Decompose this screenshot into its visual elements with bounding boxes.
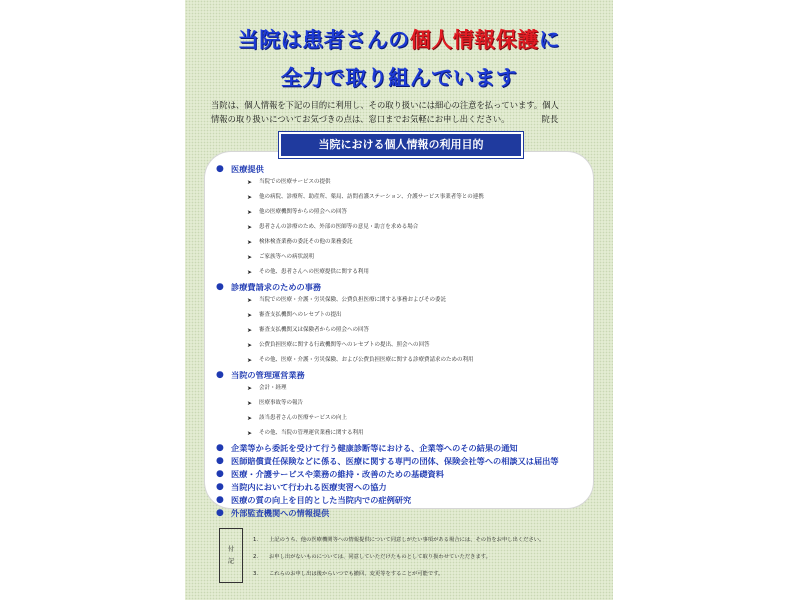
intro-text (211, 98, 596, 126)
purpose-item (247, 411, 585, 426)
purpose-item (247, 338, 585, 353)
note-text: お申し出がないものについては、同意していただけたものとして取り扱わせていただきます。 (269, 554, 491, 560)
purpose-item-text: 当院での医療サービスの提供 (259, 179, 331, 185)
purpose-item-text: 審査支払機関へのレセプトの提出 (259, 312, 342, 318)
arrow-bullet-icon: ➤ (247, 385, 253, 392)
arrow-bullet-icon: ➤ (247, 239, 253, 246)
purpose-category (215, 442, 585, 454)
purpose-item (247, 235, 585, 250)
purpose-item-text: 該当患者さんの医療サービスの向上 (259, 415, 348, 421)
purpose-item-text: その他、医療・介護・労災保険、および公費負担医療に関する診療費請求のための利用 (259, 357, 474, 363)
bullet-icon: ● (216, 495, 224, 505)
arrow-bullet-icon: ➤ (247, 194, 253, 201)
note-number: 1. (253, 537, 259, 543)
arrow-bullet-icon: ➤ (247, 254, 253, 261)
notes-label-char: 付 (227, 545, 234, 553)
purpose-category-title: 当院の管理運営業務 (231, 370, 305, 380)
purpose-item (247, 293, 585, 308)
purpose-category-title: 医療・介護サービスや業務の維持・改善のための基礎資料 (231, 469, 444, 479)
bullet-icon: ● (216, 508, 224, 518)
headline-part: に (538, 28, 561, 52)
note-number: 2. (253, 554, 259, 560)
arrow-bullet-icon: ➤ (247, 415, 253, 422)
bullet-icon: ● (216, 469, 224, 479)
purpose-category-title: 医療の質の向上を目的とした当院内での症例研究 (231, 495, 412, 505)
arrow-bullet-icon: ➤ (247, 224, 253, 231)
bullet-icon: ● (216, 370, 224, 380)
bullet-icon: ● (216, 482, 224, 492)
purpose-category-title: 当院内において行われる医療実習への協力 (231, 482, 387, 492)
headline-line-2: 全力で取り組んでいます (280, 66, 518, 90)
purpose-item-text: 当院での医療・介護・労災保険、公費負担医療に関する事務およびその委託 (259, 297, 447, 303)
purpose-item (247, 426, 585, 441)
notice-poster (185, 0, 613, 600)
purpose-item (247, 190, 585, 205)
purpose-category (215, 163, 585, 280)
purpose-item-text: 会計・経理 (259, 385, 287, 391)
arrow-bullet-icon: ➤ (247, 400, 253, 407)
purpose-sublist (231, 293, 585, 368)
bullet-icon: ● (216, 282, 224, 292)
headline-line-1 (185, 24, 613, 54)
notes-label-char: 記 (227, 557, 234, 565)
note-item (253, 532, 544, 549)
card-title: 当院における個人情報の利用目的 (279, 132, 523, 158)
headline-part: 当院は患者さんの (237, 28, 410, 52)
arrow-bullet-icon: ➤ (247, 297, 253, 304)
purpose-sublist (231, 381, 585, 441)
arrow-bullet-icon: ➤ (247, 430, 253, 437)
purpose-category (215, 507, 585, 519)
purpose-item (247, 250, 585, 265)
purpose-item (247, 205, 585, 220)
note-text: 上記のうち、他の医療機関等への情報提供について同意しがたい事項がある場合には、その旨をお申し出ください。 (269, 537, 545, 543)
purpose-item-text: 他の医療機関等からの照会への回答 (259, 209, 348, 215)
intro-line (211, 112, 596, 126)
purpose-item-text: 審査支払機関又は保険者からの照会への回答 (259, 327, 370, 333)
purpose-category-title: 外部監査機関への情報提供 (231, 508, 330, 518)
purpose-item-text: その他、当院の管理運営業務に関する利用 (259, 430, 364, 436)
purpose-category (215, 481, 585, 493)
arrow-bullet-icon: ➤ (247, 312, 253, 319)
purpose-category (215, 455, 585, 467)
purpose-category-title: 診療費請求のための事務 (231, 282, 322, 292)
purpose-category-title: 医師賠償責任保険などに係る、医療に関する専門の団体、保険会社等への相談又は届出等 (231, 456, 559, 466)
note-text: これらのお申し出は後からいつでも撤回、変更等をすることが可能です。 (269, 571, 444, 577)
note-item (253, 566, 544, 583)
purpose-category-title: 医療提供 (231, 164, 264, 174)
purpose-item-text: 検体検査業務の委託その他の業務委託 (259, 239, 353, 245)
intro-line: 当院は、個人情報を下記の目的に利用し、その取り扱いには細心の注意を払っています。個人 (211, 100, 559, 110)
purpose-item (247, 323, 585, 338)
signature: 院長 (541, 114, 559, 124)
purpose-category (215, 494, 585, 506)
purpose-item-text: 他の病院、診療所、助産所、薬局、訪問看護ステーション、介護サービス事業者等との連携 (259, 194, 484, 200)
purpose-item (247, 175, 585, 190)
purpose-list (215, 162, 585, 519)
headline-highlight: 個人情報保護 (409, 28, 539, 52)
purpose-category (215, 281, 585, 368)
bullet-icon: ● (216, 164, 224, 174)
purpose-category (215, 369, 585, 441)
notes-section (219, 528, 587, 583)
purpose-item-text: 患者さんの診療のため、外部の医師等の意見・助言を求める場合 (259, 224, 419, 230)
note-number: 3. (253, 571, 259, 577)
arrow-bullet-icon: ➤ (247, 179, 253, 186)
purpose-category-title: 企業等から委託を受けて行う健康診断等における、企業等へのその結果の通知 (231, 443, 518, 453)
purpose-sublist (231, 175, 585, 280)
purpose-item-text: 医療事故等の報告 (259, 400, 304, 406)
purpose-item-text: 公費負担医療に関する行政機関等へのレセプトの提出、照会への回答 (259, 342, 430, 348)
arrow-bullet-icon: ➤ (247, 327, 253, 334)
note-item (253, 549, 544, 566)
purpose-category (215, 468, 585, 480)
purpose-item (247, 220, 585, 235)
purpose-item (247, 381, 585, 396)
purpose-item-text: その他、患者さんへの医療提供に関する利用 (259, 269, 369, 275)
notes-list (253, 532, 544, 583)
arrow-bullet-icon: ➤ (247, 342, 253, 349)
intro-line-text: 情報の取り扱いについてお気づきの点は、窓口までお気軽にお申し出ください。 (211, 114, 510, 124)
purpose-item-text: ご家族等への病状説明 (259, 254, 315, 260)
bullet-icon: ● (216, 456, 224, 466)
purpose-item (247, 308, 585, 323)
arrow-bullet-icon: ➤ (247, 209, 253, 216)
notes-label (219, 528, 243, 583)
purpose-item (247, 396, 585, 411)
purpose-item (247, 265, 585, 280)
purpose-item (247, 353, 585, 368)
arrow-bullet-icon: ➤ (247, 357, 253, 364)
bullet-icon: ● (216, 443, 224, 453)
arrow-bullet-icon: ➤ (247, 269, 253, 276)
